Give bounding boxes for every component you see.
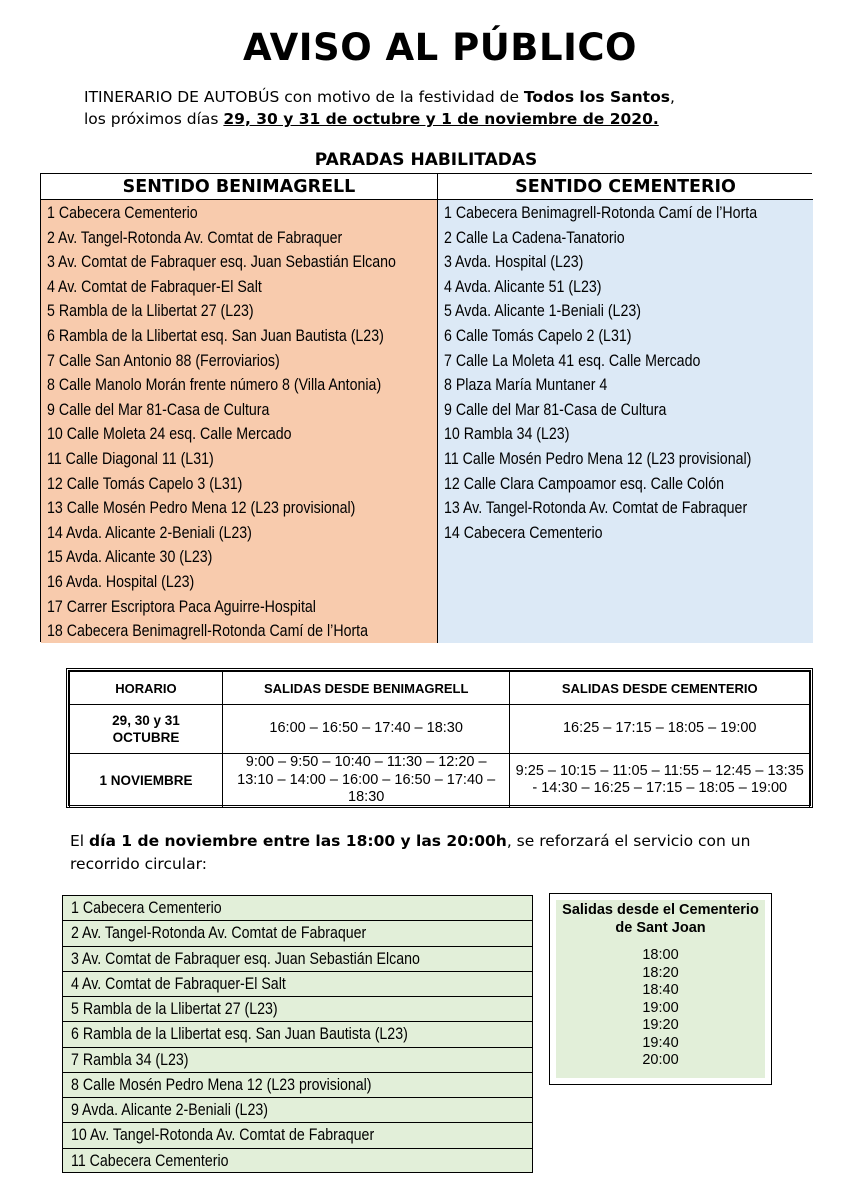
reinforcement-date: día 1 de noviembre entre las 18:00 y las 20:00h [89,832,507,850]
stop-item: 11 Calle Mosén Pedro Mena 12 (L23 provisional) [444,449,752,468]
benimagrell-header: SENTIDO BENIMAGRELL [41,174,438,200]
stop-item: 8 Plaza María Muntaner 4 [444,376,608,395]
stop-item: 7 Calle San Antonio 88 (Ferroviarios) [47,351,280,370]
circular-stop-item-label: 11 Cabecera Cementerio [71,1151,229,1170]
stop-item: 6 Calle Tomás Capelo 2 (L31) [444,326,632,345]
stop-item: 4 Avda. Alicante 51 (L23) [444,277,602,296]
circular-stop-item-label: 8 Calle Mosén Pedro Mena 12 (L23 provisional) [71,1075,372,1094]
stop-item: 3 Avda. Hospital (L23) [444,253,584,272]
stop-item: 7 Calle La Moleta 41 esq. Calle Mercado [444,351,701,370]
stop-item: 8 Calle Manolo Morán frente número 8 (Villa Antonia) [47,376,382,395]
circular-stop-item [63,921,532,946]
departure-time: 19:00 [642,999,679,1016]
benimagrell-stops-list [41,200,438,643]
intro-text-3: los próximos días [84,110,224,128]
circular-route-list [62,895,533,1173]
schedule-times-cementerio: 16:25 – 17:15 – 18:05 – 19:00 [510,705,810,754]
schedule-header-benimagrell: SALIDAS DESDE BENIMAGRELL [222,672,510,705]
circular-stop-item-label: 5 Rambla de la Llibertat 27 (L23) [71,1000,278,1019]
page-title: AVISO AL PÚBLICO [243,26,637,69]
stop-item: 10 Rambla 34 (L23) [444,425,570,444]
circular-stop-item [63,947,532,972]
stop-item: 14 Avda. Alicante 2-Beniali (L23) [47,523,252,542]
reinforcement-text-2: , se reforzará el servicio con un recorrido circular: [70,832,751,873]
departures-times [556,947,765,1070]
intro-dates: 29, 30 y 31 de octubre y 1 de noviembre de 2020. [223,110,659,128]
departure-time: 20:00 [642,1052,679,1068]
departures-title: Salidas desde el Cementerio de Sant Joan [562,902,759,936]
schedule-times-benimagrell: 9:00 – 9:50 – 10:40 – 11:30 – 12:20 – 13:10 – 14:00 – 16:00 – 16:50 – 17:40 – 18:30 [222,754,510,808]
stop-item: 9 Calle del Mar 81-Casa de Cultura [47,400,270,419]
intro-text-1: ITINERARIO DE AUTOBÚS con motivo de la festividad de [84,88,524,106]
stop-item: 12 Calle Tomás Capelo 3 (L31) [47,474,243,493]
stop-item: 4 Av. Comtat de Fabraquer-El Salt [47,277,262,296]
stop-item: 17 Carrer Escriptora Paca Aguirre-Hospital [47,597,316,616]
stop-item: 10 Calle Moleta 24 esq. Calle Mercado [47,425,292,444]
circular-stop-item [63,1123,532,1148]
circular-stop-item [63,1022,532,1047]
stop-item: 1 Cabecera Benimagrell-Rotonda Camí de l’Horta [444,204,758,222]
circular-stop-item [63,997,532,1022]
circular-stop-item-label: 9 Avda. Alicante 2-Beniali (L23) [71,1101,268,1120]
circular-stop-item-label: 1 Cabecera Cementerio [71,899,222,917]
circular-stop-item-label: 4 Av. Comtat de Fabraquer-El Salt [71,974,286,993]
cementerio-stops-list [438,200,813,643]
reinforcement-paragraph [70,830,815,876]
circular-stop-item [63,1098,532,1123]
stop-item: 6 Rambla de la Llibertat esq. San Juan Bautista (L23) [47,326,384,345]
stop-item: 15 Avda. Alicante 30 (L23) [47,548,213,567]
circular-stop-item-label: 7 Rambla 34 (L23) [71,1050,189,1069]
circular-stop-item [63,1048,532,1073]
cementerio-departures-box [549,893,772,1085]
schedule-day: 1 NOVIEMBRE [70,754,223,808]
circular-stop-item-label: 6 Rambla de la Llibertat esq. San Juan Bautista (L23) [71,1025,408,1044]
departure-time: 19:20 [642,1017,679,1033]
departure-time: 18:20 [642,964,679,981]
schedule-header-cementerio: SALIDAS DESDE CEMENTERIO [510,672,810,705]
stop-item: 12 Calle Clara Campoamor esq. Calle Colón [444,474,724,493]
schedule-times-benimagrell: 16:00 – 16:50 – 17:40 – 18:30 [222,705,510,754]
stop-item: 5 Avda. Alicante 1-Beniali (L23) [444,302,641,321]
stop-item: 3 Av. Comtat de Fabraquer esq. Juan Sebastián Elcano [47,253,396,272]
stop-item: 14 Cabecera Cementerio [444,523,603,542]
intro-paragraph [84,86,784,130]
stop-item: 13 Calle Mosén Pedro Mena 12 (L23 provisional) [47,499,356,518]
departure-time: 19:40 [642,1034,679,1051]
circular-stop-item-label: 3 Av. Comtat de Fabraquer esq. Juan Sebastián Elcano [71,949,420,968]
stop-item: 9 Calle del Mar 81-Casa de Cultura [444,400,667,419]
circular-stop-item [63,896,532,921]
reinforcement-text-1: El [70,832,90,850]
schedule-table [66,668,813,808]
departure-time: 18:40 [642,982,679,998]
stop-item: 2 Av. Tangel-Rotonda Av. Comtat de Fabraquer [47,228,343,247]
circular-stop-item [63,1149,532,1174]
circular-stop-item-label: 2 Av. Tangel-Rotonda Av. Comtat de Fabraquer [71,924,367,943]
circular-stop-item [63,972,532,997]
cementerio-header: SENTIDO CEMENTERIO [438,174,813,200]
schedule-times-cementerio: 9:25 – 10:15 – 11:05 – 11:55 – 12:45 – 13:35 - 14:30 – 16:25 – 17:15 – 18:05 – 19:00 [510,754,810,808]
intro-text-2: , [669,88,675,106]
stop-item: 11 Calle Diagonal 11 (L31) [47,449,214,468]
schedule-header-horario: HORARIO [70,672,223,705]
departure-time: 18:00 [642,947,679,963]
stop-item: 18 Cabecera Benimagrell-Rotonda Camí de l’Horta [47,622,369,641]
stop-item: 5 Rambla de la Llibertat 27 (L23) [47,302,254,321]
paradas-title: PARADAS HABILITADAS [314,150,538,170]
circular-stop-item-label: 10 Av. Tangel-Rotonda Av. Comtat de Fabraquer [71,1126,375,1145]
stop-item: 1 Cabecera Cementerio [47,204,198,222]
paradas-table [40,173,812,642]
stop-item: 16 Avda. Hospital (L23) [47,572,195,591]
stop-item: 2 Calle La Cadena-Tanatorio [444,228,625,247]
circular-stop-item [63,1073,532,1098]
schedule-day: 29, 30 y 31 OCTUBRE [70,705,223,754]
stop-item: 13 Av. Tangel-Rotonda Av. Comtat de Fabraquer [444,499,748,518]
intro-festivity: Todos los Santos [523,88,670,106]
